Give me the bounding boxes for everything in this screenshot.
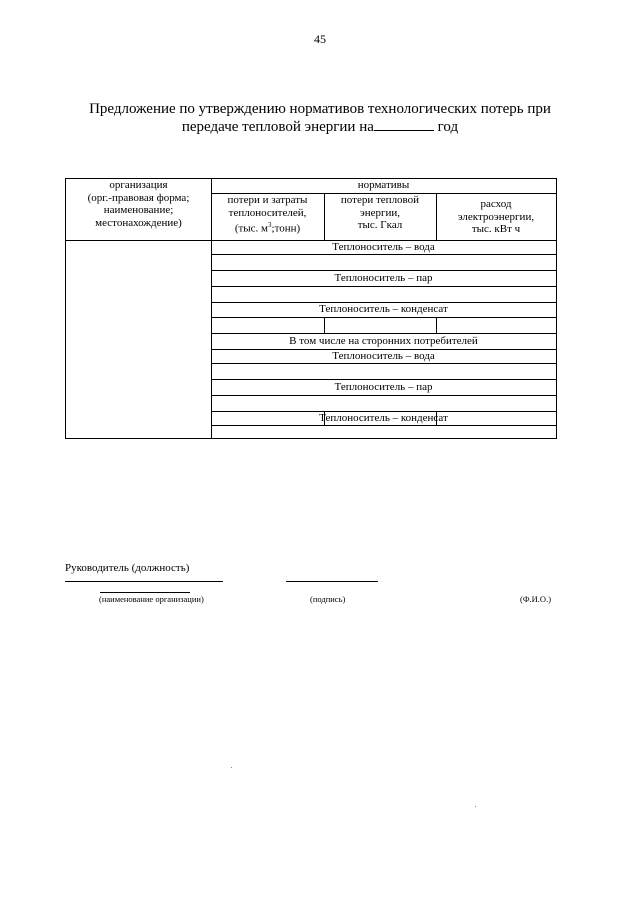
table-hline-c <box>211 286 556 287</box>
sign-caption: (подпись) <box>310 594 346 604</box>
name-caption: (Ф.И.О.) <box>520 594 552 604</box>
document-title <box>40 101 600 136</box>
table-vtick-1 <box>324 317 325 333</box>
header-norms-group: нормативы <box>357 179 410 191</box>
header-electricity: расход электроэнергии, тыс. кВт ч <box>457 198 535 235</box>
row-steam: Теплоноситель – пар <box>334 272 433 284</box>
table-hline-a <box>211 254 556 255</box>
head-label: Руководитель (должность) <box>65 562 190 574</box>
row-condensate-2: Теплоноситель – конденсат <box>319 412 448 424</box>
row-condensate: Теплоноситель – конденсат <box>319 303 448 315</box>
table-hline-h <box>211 363 556 364</box>
year-blank <box>374 118 434 131</box>
sign-line <box>286 581 378 582</box>
row-third-party: В том числе на сторонних потребителей <box>289 335 478 347</box>
row-water-2: Теплоноситель – вода <box>332 350 435 362</box>
title-line-2-prefix: передаче тепловой энергии на <box>181 119 374 135</box>
table-hline-b <box>211 270 556 271</box>
title-line-2-suffix: год <box>437 119 459 135</box>
header-carrier-losses: потери и затраты теплоносителей, (тыс. $м^3;тонн$) <box>227 194 308 235</box>
title-line-1: Предложение по утверждению нормативов технологических потерь при <box>89 101 551 117</box>
org-signature-line <box>65 581 223 582</box>
table-hline-f <box>211 333 556 334</box>
table-hline-e <box>211 317 556 318</box>
org-caption: (наименование организации) <box>99 594 204 604</box>
norms-table <box>65 178 557 439</box>
page-number: 45 <box>314 32 326 46</box>
org-signature-underline <box>100 592 190 593</box>
header-heat-losses: потери тепловой энергии, тыс. Гкал <box>340 194 420 231</box>
row-water: Теплоноситель – вода <box>332 241 435 253</box>
scan-speck <box>231 767 232 768</box>
table-hline-l <box>211 425 556 426</box>
table-hline-j <box>211 395 556 396</box>
table-vtick-2 <box>436 317 437 333</box>
header-organization: организация (орг.-правовая форма; наименование; местонахождение) <box>87 179 190 229</box>
table-hline-i <box>211 379 556 380</box>
title-line-2 <box>40 118 600 136</box>
scan-speck <box>475 806 476 807</box>
row-steam-2: Теплоноситель – пар <box>334 381 433 393</box>
